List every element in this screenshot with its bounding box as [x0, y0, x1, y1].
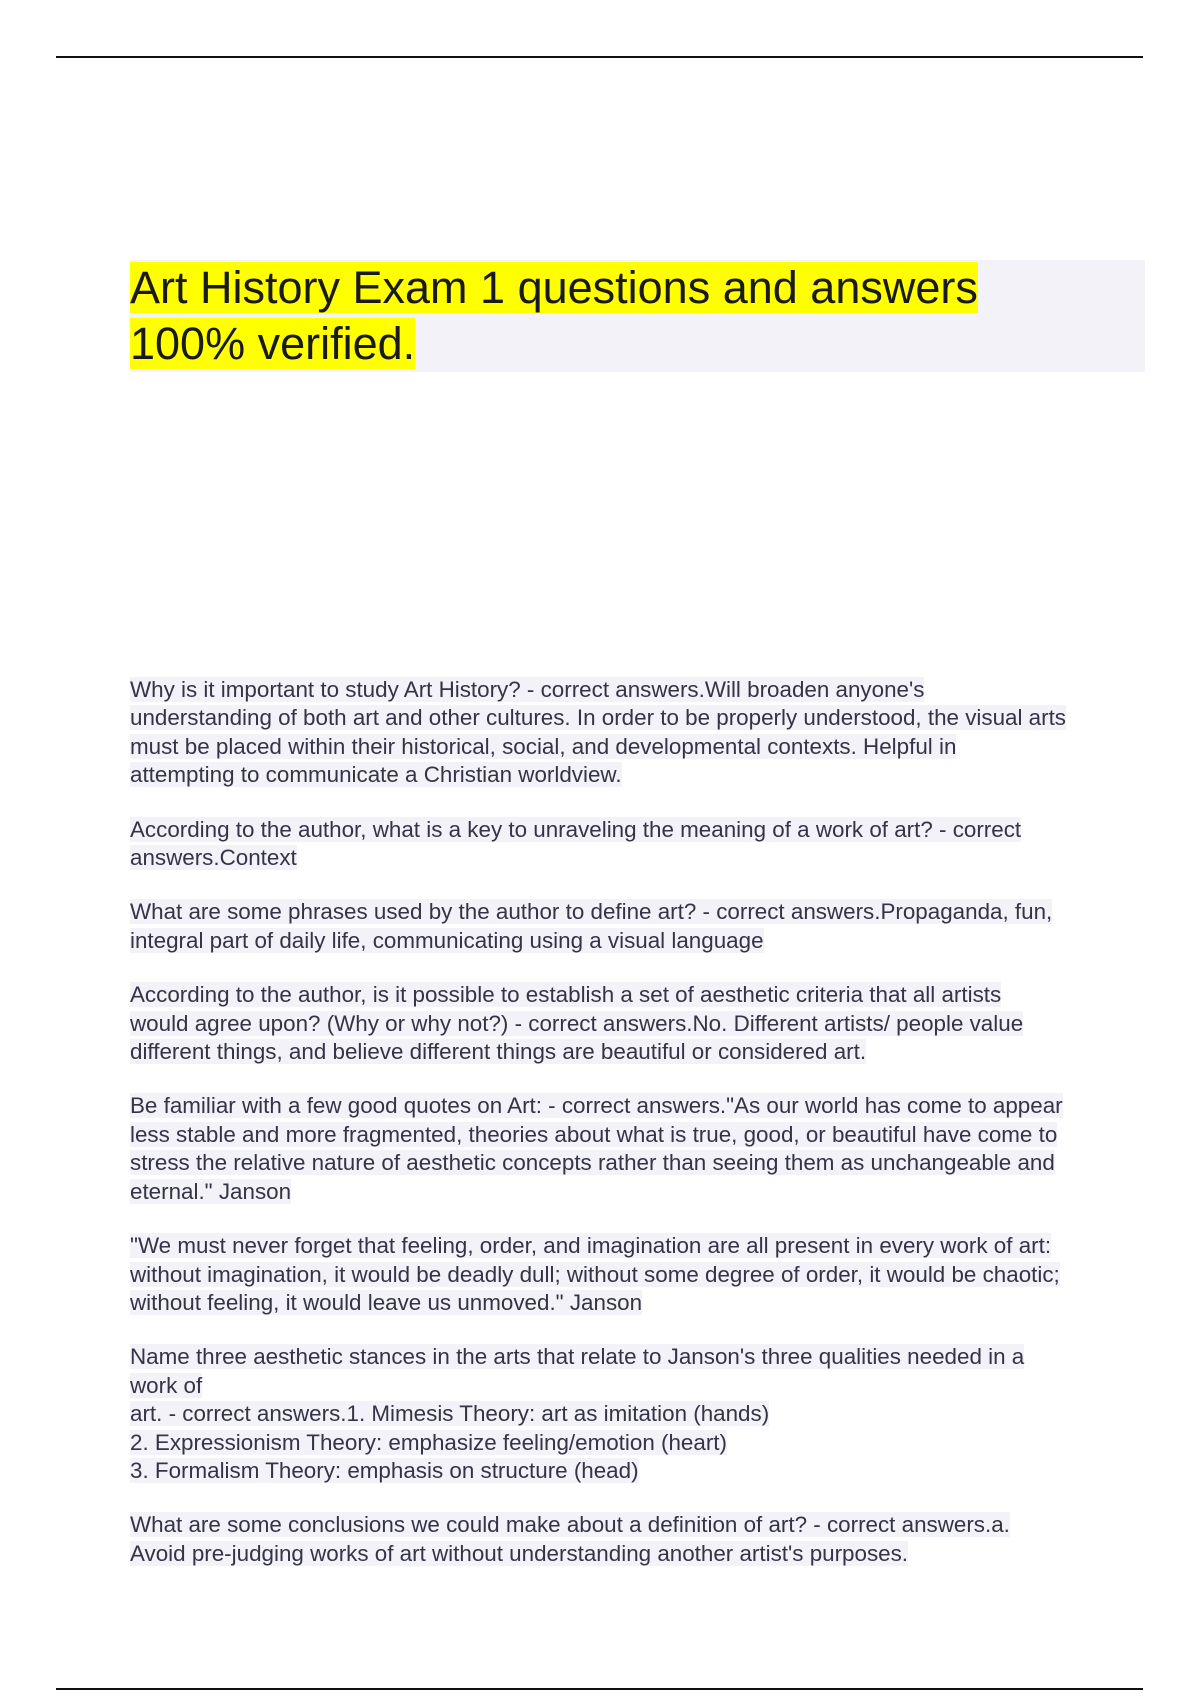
- qa-paragraph: [130, 816, 1145, 873]
- text-line: less stable and more fragmented, theories about what is true, good, or beautiful have come to: [130, 1121, 1058, 1147]
- text-line: What are some conclusions we could make about a definition of art? - correct answers.a.: [130, 1512, 1010, 1538]
- text-line: According to the author, is it possible to establish a set of aesthetic criteria that all artists: [130, 982, 1002, 1008]
- text-line: stress the relative nature of aesthetic concepts rather than seeing them as unchangeable and: [130, 1150, 1055, 1176]
- text-line: must be placed within their historical, social, and developmental contexts. Helpful in: [130, 733, 957, 759]
- qa-paragraph: [130, 676, 1145, 790]
- title-line-2: 100% verified.: [130, 318, 416, 369]
- text-line: without feeling, it would leave us unmoved." Janson: [130, 1289, 643, 1315]
- qa-paragraph: [130, 1092, 1145, 1206]
- text-line: According to the author, what is a key to unraveling the meaning of a work of art? - correct: [130, 816, 1022, 842]
- qa-content: [130, 676, 1145, 1594]
- title-block: [130, 260, 1145, 372]
- text-line: "We must never forget that feeling, order, and imagination are all present in every work of art:: [130, 1233, 1052, 1259]
- text-line: Avoid pre-judging works of art without understanding another artist's purposes.: [130, 1540, 909, 1566]
- text-line: would agree upon? (Why or why not?) - correct answers.No. Different artists/ people value: [130, 1010, 1024, 1036]
- text-line: 3. Formalism Theory: emphasis on structure (head): [130, 1457, 639, 1483]
- text-line: different things, and believe different things are beautiful or considered art.: [130, 1039, 867, 1065]
- text-line: without imagination, it would be deadly dull; without some degree of order, it would be chaotic;: [130, 1261, 1060, 1287]
- qa-paragraph: [130, 981, 1145, 1066]
- title-line-1: Art History Exam 1 questions and answers: [130, 262, 978, 313]
- qa-paragraph: [130, 1232, 1145, 1317]
- bottom-rule: [56, 1688, 1143, 1690]
- text-line: art. - correct answers.1. Mimesis Theory: art as imitation (hands): [130, 1401, 770, 1427]
- qa-paragraph: [130, 898, 1145, 955]
- text-line: Why is it important to study Art History? - correct answers.Will broaden anyone's: [130, 677, 925, 702]
- top-rule: [56, 56, 1143, 58]
- text-line: attempting to communicate a Christian worldview.: [130, 762, 622, 788]
- text-line: What are some phrases used by the author to define art? - correct answers.Propaganda, fun,: [130, 899, 1053, 925]
- text-line: work of: [130, 1372, 203, 1398]
- text-line: answers.Context: [130, 845, 297, 871]
- qa-paragraph: [130, 1343, 1145, 1485]
- text-line: eternal." Janson: [130, 1178, 292, 1204]
- qa-paragraph: [130, 1511, 1145, 1568]
- text-line: understanding of both art and other cultures. In order to be properly understood, the visual arts: [130, 705, 1067, 731]
- text-line: 2. Expressionism Theory: emphasize feeling/emotion (heart): [130, 1429, 727, 1455]
- text-line: Be familiar with a few good quotes on Art: - correct answers."As our world has come to appear: [130, 1093, 1063, 1119]
- text-line: integral part of daily life, communicating using a visual language: [130, 927, 764, 953]
- document-title: [130, 260, 1145, 372]
- text-line: Name three aesthetic stances in the arts that relate to Janson's three qualities needed in a: [130, 1344, 1025, 1370]
